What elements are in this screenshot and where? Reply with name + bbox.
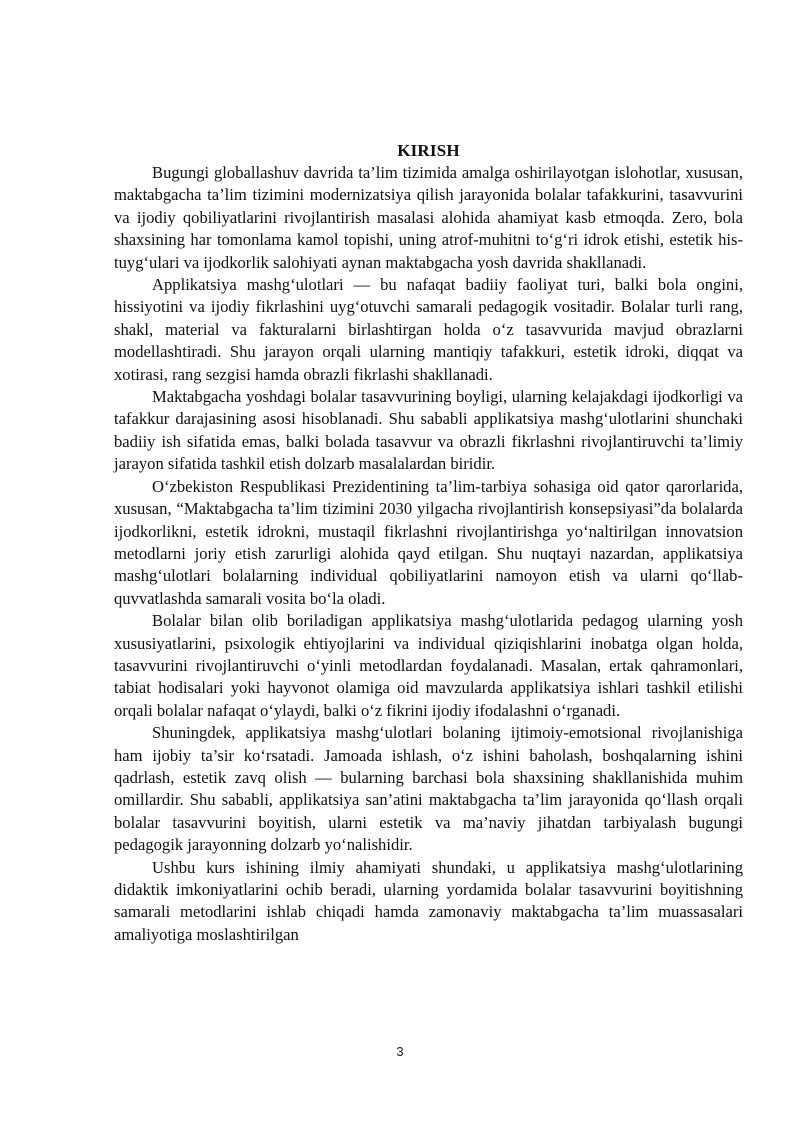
paragraph-2: Applikatsiya mashg‘ulotlari — bu nafaqat badiiy faoliyat turi, balki bola ongini, hissiyotini va ijodiy fikrlashini uyg‘otuvchi samarali pedagogik vositadir. Bolalar turli rang, shakl, material va fakturalarni birlashtirgan holda o‘z tasavvurida mavjud obrazlarni modellashtiradi. Shu jarayon orqali ularning mantiqiy tafakkuri, estetik idroki, diqqat va xotirasi, rang sezgisi hamda obrazli fikrlashi shakllanadi.: [114, 275, 743, 384]
paragraph-5: Bolalar bilan olib boriladigan applikatsiya mashg‘ulotlarida pedagog ularning yosh xususiyatlarini, psixologik ehtiyojlarini va individual qiziqishlarini inobatga olgan holda, tasavvurini rivojlantiruvchi o‘yinli metodlardan foydalanadi. Masalan, ertak qahramonlari, tabiat hodisalari yoki hayvonot olamiga oid mavzularda applikatsiya ishlari tashkil etilishi orqali bolalar nafaqat o‘ylaydi, balki o‘z fikrini ijodiy ifodalashni o‘rganadi.: [114, 611, 743, 720]
paragraph-3: Maktabgacha yoshdagi bolalar tasavvurining boyligi, ularning kelajakdagi ijodkorligi va tafakkur darajasining asosi hisoblanadi. Shu sababli applikatsiya mashg‘ulotlarini shunchaki badiiy ish sifatida emas, balki bolada tasavvur va obrazli fikrlashni rivojlantiruvchi ta’limiy jarayon sifatida tashkil etish dolzarb masalalardan biridir.: [114, 387, 743, 474]
paragraph-4: O‘zbekiston Respublikasi Prezidentining ta’lim-tarbiya sohasiga oid qator qarorlarida, xususan, “Maktabgacha ta’lim tizimini 2030 yilgacha rivojlantirish konsepsiyasi”da bolalarda ijodkorlikni, estetik idrokni, mustaqil fikrlashni rivojlantirishga yo‘naltirilgan innovatsion metodlarni joriy etish zarurligi alohida qayd etilgan. Shu nuqtayi nazardan, applikatsiya mashg‘ulotlari bolalarning individual qobiliyatlarini namoyon etish va ularni qo‘llab-quvvatlashda samarali vosita bo‘la oladi.: [114, 476, 743, 608]
section-heading: KIRISH: [397, 141, 460, 160]
page-number: 3: [396, 1044, 404, 1059]
paragraph-7: Ushbu kurs ishining ilmiy ahamiyati shundaki, u applikatsiya mashg‘ulotlarining didaktik imkoniyatlarini ochib beradi, ularning yordamida bolalar tasavvurini boyitishning samarali metodlarini ishlab chiqadi hamda zamonaviy maktabgacha ta’lim muassasalari amaliyotiga moslashtirilgan: [114, 857, 743, 944]
paragraph-1: Bugungi globallashuv davrida ta’lim tizimida amalga oshirilayotgan islohotlar, xususan, maktabgacha ta’lim tizimini modernizatsiya qilish jarayonida bolalar tafakkurini, tasavvurini va ijodiy qobiliyatlarini rivojlantirish masalasi alohida ahamiyat kasb etmoqda. Zero, bola shaxsining har tomonlama kamol topishi, uning atrof-muhitni to‘g‘ri idrok etishi, estetik his-tuyg‘ulari va ijodkorlik salohiyati aynan maktabgacha yosh davrida shakllanadi.: [114, 163, 743, 272]
document-page: [114, 140, 743, 946]
paragraph-6: Shuningdek, applikatsiya mashg‘ulotlari bolaning ijtimoiy-emotsional rivojlanishiga ham ijobiy ta’sir ko‘rsatadi. Jamoada ishlash, o‘z ishini baholash, boshqalarning ishini qadrlash, estetik zavq olish — bularning barchasi bola shaxsining shakllanishida muhim omillardir. Shu sababli, applikatsiya san’atini maktabgacha ta’lim jarayonida qo‘llash orqali bolalar tasavvurini boyitish, ularni estetik va ma’naviy jihatdan tarbiyalash bugungi pedagogik jarayonning dolzarb yo‘nalishidir.: [114, 723, 743, 855]
